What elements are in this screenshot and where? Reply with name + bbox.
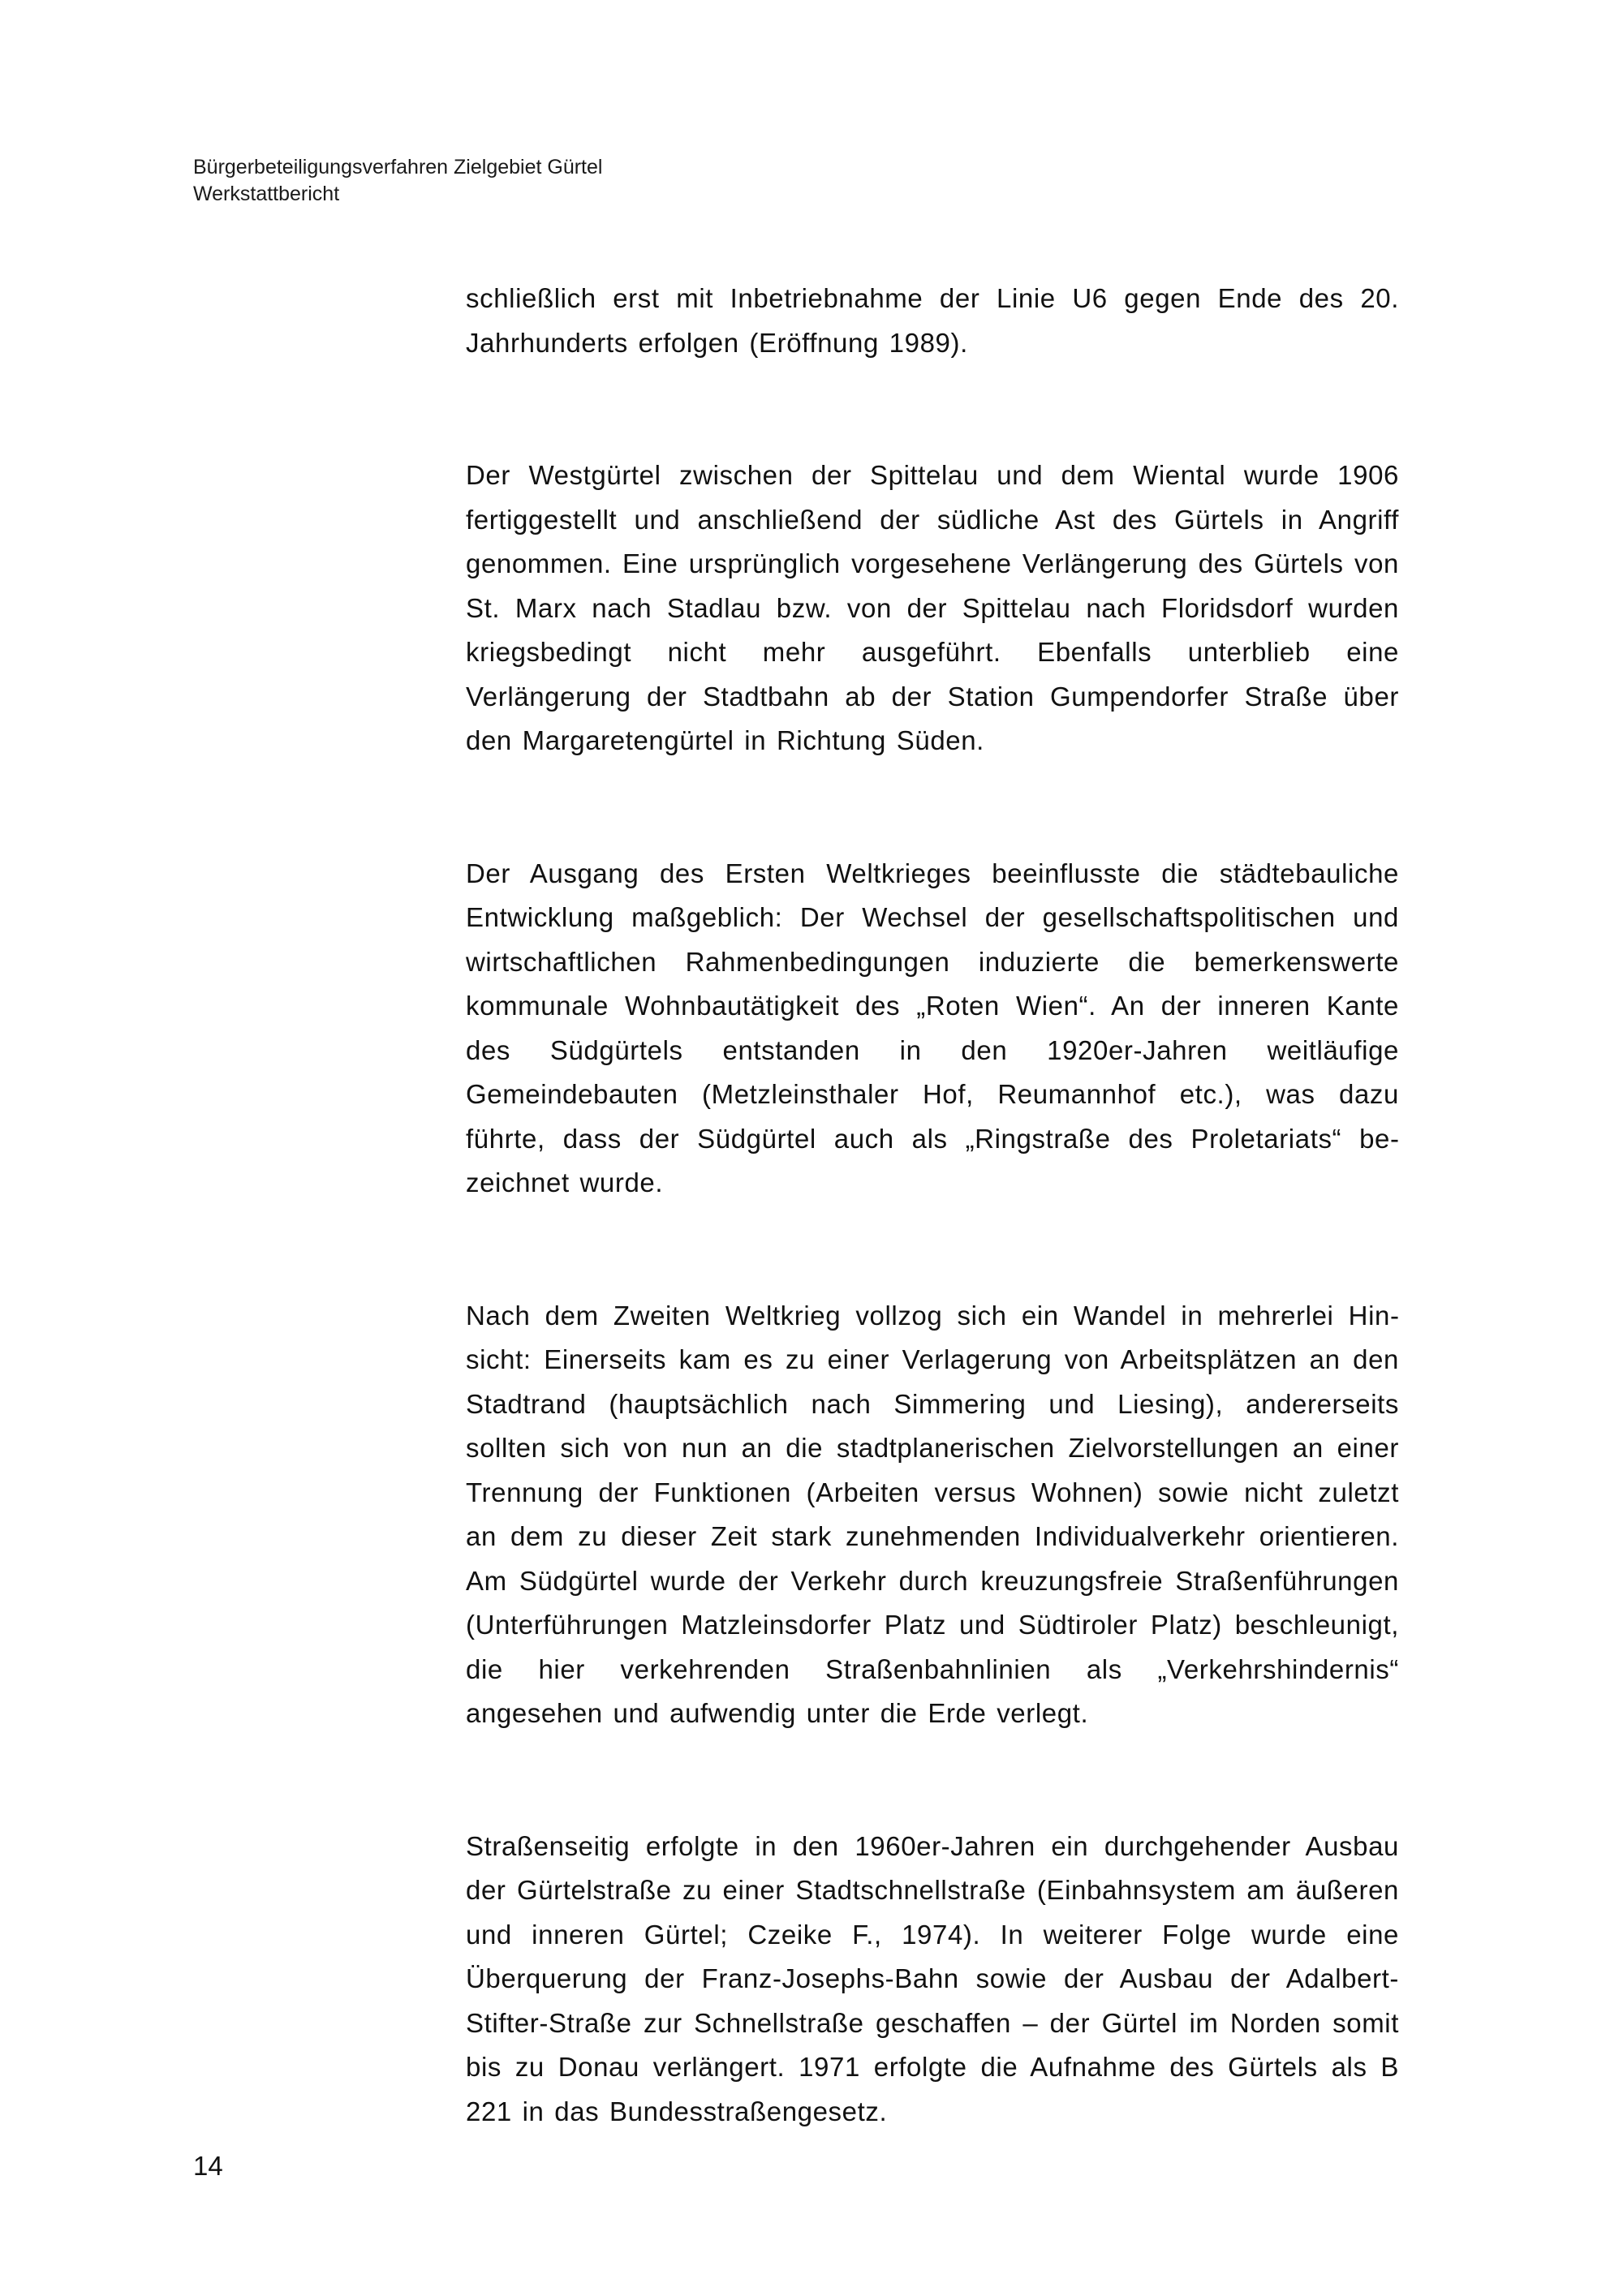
paragraph-2: Der Westgürtel zwischen der Spittelau und dem Wiental wurde 1906 fertiggestellt und anschließend der südliche Ast des Gürtels in Angriff genommen. Eine ursprünglich vorgesehene Verlängerung des Gürtels von St. Marx nach Stadlau bzw. von der Spittelau nach Floridsdorf wurden kriegsbedingt nicht mehr ausgeführt. Ebenfalls unterblieb eine Verlängerung der Stadtbahn ab der Station Gumpendorfer Straße über den Margaretengürtel in Richtung Süden. — [466, 460, 1399, 755]
page-number: 14 — [193, 2151, 223, 2181]
header-subtitle: Werkstattbericht — [193, 183, 340, 205]
paragraph-4: Nach dem Zweiten Weltkrieg vollzog sich ein Wandel in mehrerlei Hinsicht: Einerseits kam es zu einer Verlagerung von Arbeitsplätzen an den Stadtrand (hauptsächlich nach Simmering und Liesing), andererseits sollten sich von nun an die stadtplanerischen Zielvorstellungen an einer Trennung der Funktionen (Arbeiten versus Wohnen) sowie nicht zuletzt an dem zu dieser Zeit stark zunehmenden Individualverkehr orientieren. Am Südgürtel wurde der Verkehr durch kreuzungsfreie Straßenführungen (Unterführungen Matzleinsdorfer Platz und Südtiroler Platz) beschleunigt, die hier verkehrenden Straßenbahnlinien als „Verkehrshindernis“ angesehen und aufwendig unter die Erde verlegt. — [466, 1300, 1399, 1728]
body-text — [466, 277, 1399, 2134]
paragraph-3: Der Ausgang des Ersten Weltkrieges beeinflusste die städtebauliche Entwicklung maßgeblich: Der Wechsel der gesellschaftspolitischen und wirtschaftlichen Rahmenbedingungen induzierte die bemerkenswerte kommunale Wohnbautätigkeit des „Roten Wien“. An der inneren Kante des Südgürtels entstanden in den 1920er-Jahren weitläufige Gemeindebauten (Metzleinsthaler Hof, Reumannhof etc.), was dazu führte, dass der Südgürtel auch als „Ringstraße des Proletariats“ bezeichnet wurde. — [466, 858, 1399, 1197]
running-header — [193, 154, 1167, 208]
header-title: Bürgerbeteiligungsverfahren Zielgebiet Gürtel — [193, 156, 603, 178]
paragraph-5: Straßenseitig erfolgte in den 1960er-Jahren ein durchgehender Ausbau der Gürtelstraße zu einer Stadtschnellstraße (Einbahnsystem am äußeren und inneren Gürtel; Czeike F., 1974). In weiterer Folge wurde eine Überquerung der Franz-Josephs-Bahn sowie der Ausbau der Adalbert-Stifter-Straße zur Schnellstraße geschaffen – der Gürtel im Norden somit bis zu Donau verlängert. 1971 erfolgte die Aufnahme des Gürtels als B 221 in das Bundesstraßengesetz. — [466, 1830, 1399, 2126]
paragraph-1: schließlich erst mit Inbetriebnahme der Linie U6 gegen Ende des 20. Jahrhunderts erfolgen (Eröffnung 1989). — [466, 283, 1399, 358]
